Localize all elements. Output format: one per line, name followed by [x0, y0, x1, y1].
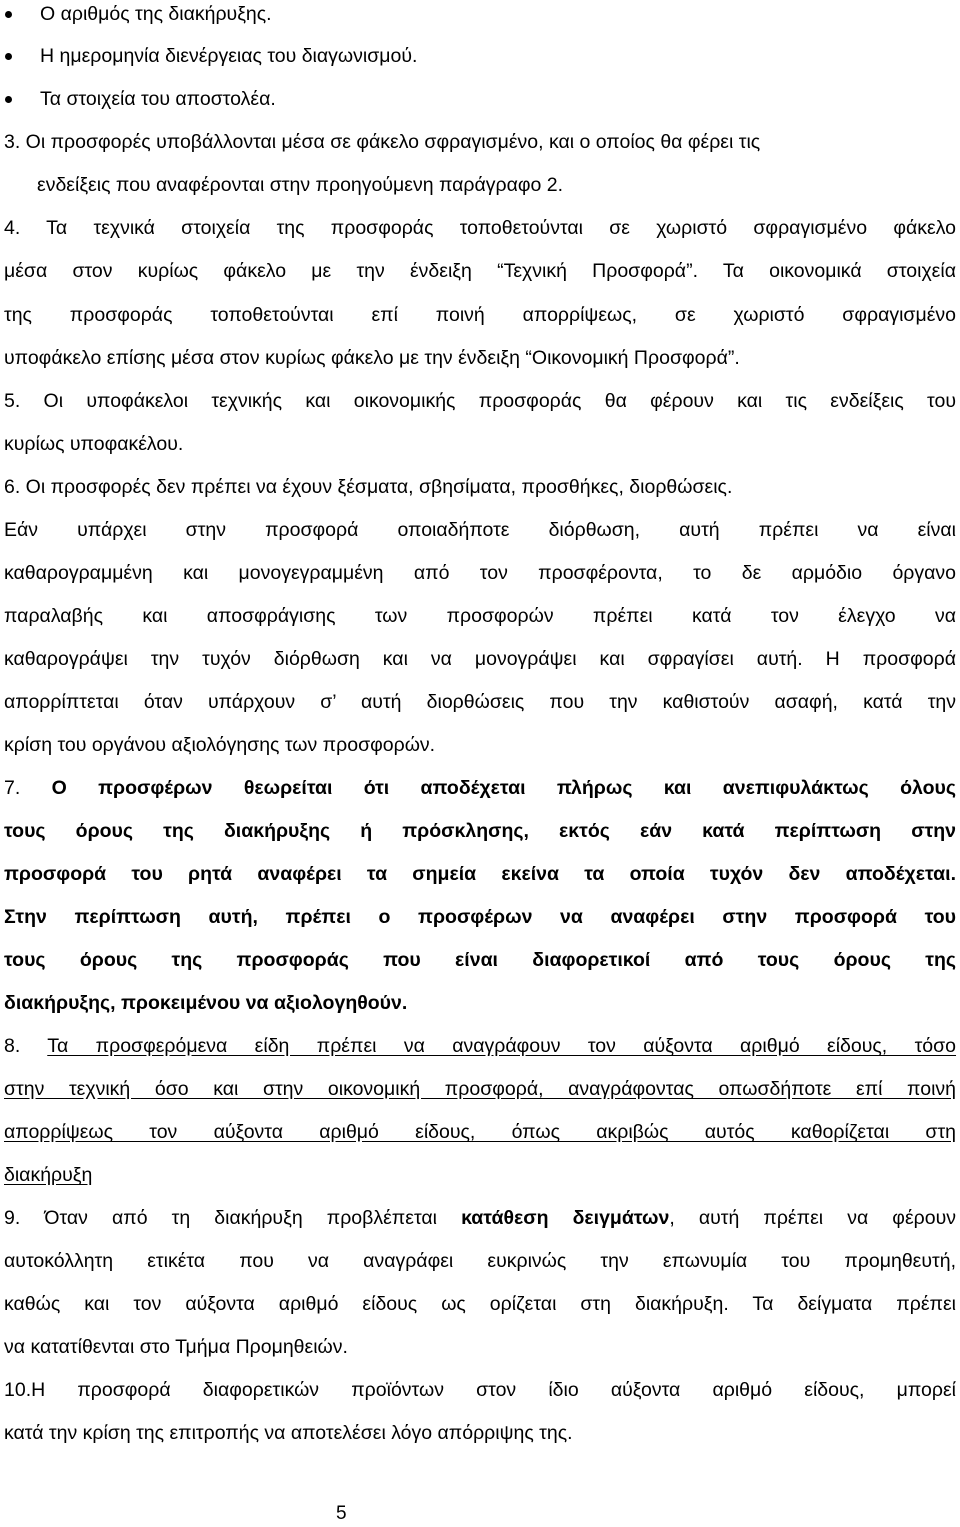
text-line: ενδείξεις που αναφέρονται στην προηγούμενη παράγραφο 2. — [37, 174, 564, 196]
text-line: τους όρους της διακήρυξης ή πρόσκλησης, εκτός εάν κατά περίπτωση στην — [4, 820, 956, 842]
text-segment: 9. Όταν από τη διακήρυξη προβλέπεται — [4, 1207, 462, 1229]
text-line: καθαρογραμμένη και μονογεγραμμένη από τον προσφέροντα, το δε αρμόδιο όργανο — [4, 562, 956, 584]
text-line: 10.Η προσφορά διαφορετικών προϊόντων στον ίδιο αύξοντα αριθμό είδους, μπορεί — [4, 1379, 956, 1401]
text-line: τους όρους της προσφοράς που είναι διαφορετικοί από τους όρους της — [4, 949, 956, 971]
bullet-text: Τα στοιχεία του αποστολέα. — [40, 88, 276, 110]
text-line: απορρίψεως τον αύξοντα αριθμό είδους, όπως ακριβώς αυτός καθορίζεται στη — [4, 1121, 956, 1143]
bullet-dot-icon — [5, 11, 12, 18]
text-line: καθώς και τον αύξοντα αριθμό είδους ως ορίζεται στη διακήρυξη. Τα δείγματα πρέπει — [4, 1293, 956, 1315]
text-line: 6. Οι προσφορές δεν πρέπει να έχουν ξέσματα, σβησίματα, προσθήκες, διορθώσεις. — [4, 476, 733, 498]
text-line: Στην περίπτωση αυτή, πρέπει ο προσφέρων να αναφέρει στην προσφορά του — [4, 906, 956, 928]
text-line — [4, 1034, 956, 1058]
page-number: 5 — [336, 1503, 347, 1524]
bullet-dot-icon — [5, 96, 12, 103]
underlined-text: Τα προσφερόμενα είδη πρέπει να αναγράφουν τον αύξοντα αριθμό είδους, τόσο — [47, 1035, 957, 1057]
text-line: απορρίπτεται όταν υπάρχουν σ’ αυτή διορθώσεις που την καθιστούν ασαφή, κατά την — [4, 691, 956, 713]
text-line: 3. Οι προσφορές υποβάλλονται μέσα σε φάκελο σφραγισμένο, και ο οποίος θα φέρει τις — [4, 131, 761, 153]
text-line: παραλαβής και αποσφράγισης των προσφορών πρέπει κατά τον έλεγχο να — [4, 605, 956, 627]
bullet-dot-icon — [5, 53, 12, 60]
text-line: της προσφοράς τοποθετούνται επί ποινή απορρίψεως, σε χωριστό σφραγισμένο — [4, 304, 956, 326]
text-line: μέσα στον κυρίως φάκελο με την ένδειξη “Τεχνική Προσφορά”. Τα οικονομικά στοιχεία — [4, 260, 956, 282]
text-line: 5. Οι υποφάκελοι τεχνικής και οικονομικής προσφοράς θα φέρουν και τις ενδείξεις του — [4, 390, 956, 412]
text-line: κατά την κρίση της επιτροπής να αποτελέσει λόγο απόρριψης της. — [4, 1422, 573, 1444]
text-segment: , αυτή πρέπει να φέρουν — [669, 1207, 956, 1229]
bold-text: κατάθεση δειγμάτων — [461, 1207, 670, 1229]
text-line: κυρίως υποφακέλου. — [4, 433, 184, 455]
bold-text: Ο προσφέρων θεωρείται ότι αποδέχεται πλήρως και ανεπιφυλάκτως όλους — [51, 777, 957, 799]
text-line — [4, 776, 956, 800]
text-line — [4, 1206, 956, 1230]
bullet-text: Ο αριθμός της διακήρυξης. — [40, 3, 272, 25]
text-line: διακήρυξης, προκειμένου να αξιολογηθούν. — [4, 992, 408, 1014]
paragraph-number: 8. — [4, 1035, 48, 1057]
text-line: διακήρυξη — [4, 1164, 93, 1186]
text-line: να κατατίθενται στο Τμήμα Προμηθειών. — [4, 1336, 348, 1358]
text-line: αυτοκόλλητη ετικέτα που να αναγράφει ευκρινώς την επωνυμία του προμηθευτή, — [4, 1250, 956, 1272]
text-line: στην τεχνική όσο και στην οικονομική προσφορά, αναγράφοντας οπωσδήποτε επί ποινή — [4, 1078, 956, 1100]
text-line: κρίση του οργάνου αξιολόγησης των προσφορών. — [4, 734, 436, 756]
text-line: Εάν υπάρχει στην προσφορά οποιαδήποτε διόρθωση, αυτή πρέπει να είναι — [4, 519, 956, 541]
text-line: 4. Τα τεχνικά στοιχεία της προσφοράς τοποθετούνται σε χωριστό σφραγισμένο φάκελο — [4, 217, 956, 239]
text-line: καθαρογράψει την τυχόν διόρθωση και να μονογράψει και σφραγίσει αυτή. Η προσφορά — [4, 648, 956, 670]
text-line: υποφάκελο επίσης μέσα στον κυρίως φάκελο με την ένδειξη “Οικονομική Προσφορά”. — [4, 347, 740, 369]
text-line: προσφορά του ρητά αναφέρει τα σημεία εκείνα τα οποία τυχόν δεν αποδέχεται. — [4, 863, 956, 885]
paragraph-number: 7. — [4, 777, 52, 799]
bullet-text: Η ημερομηνία διενέργειας του διαγωνισμού. — [40, 45, 418, 67]
